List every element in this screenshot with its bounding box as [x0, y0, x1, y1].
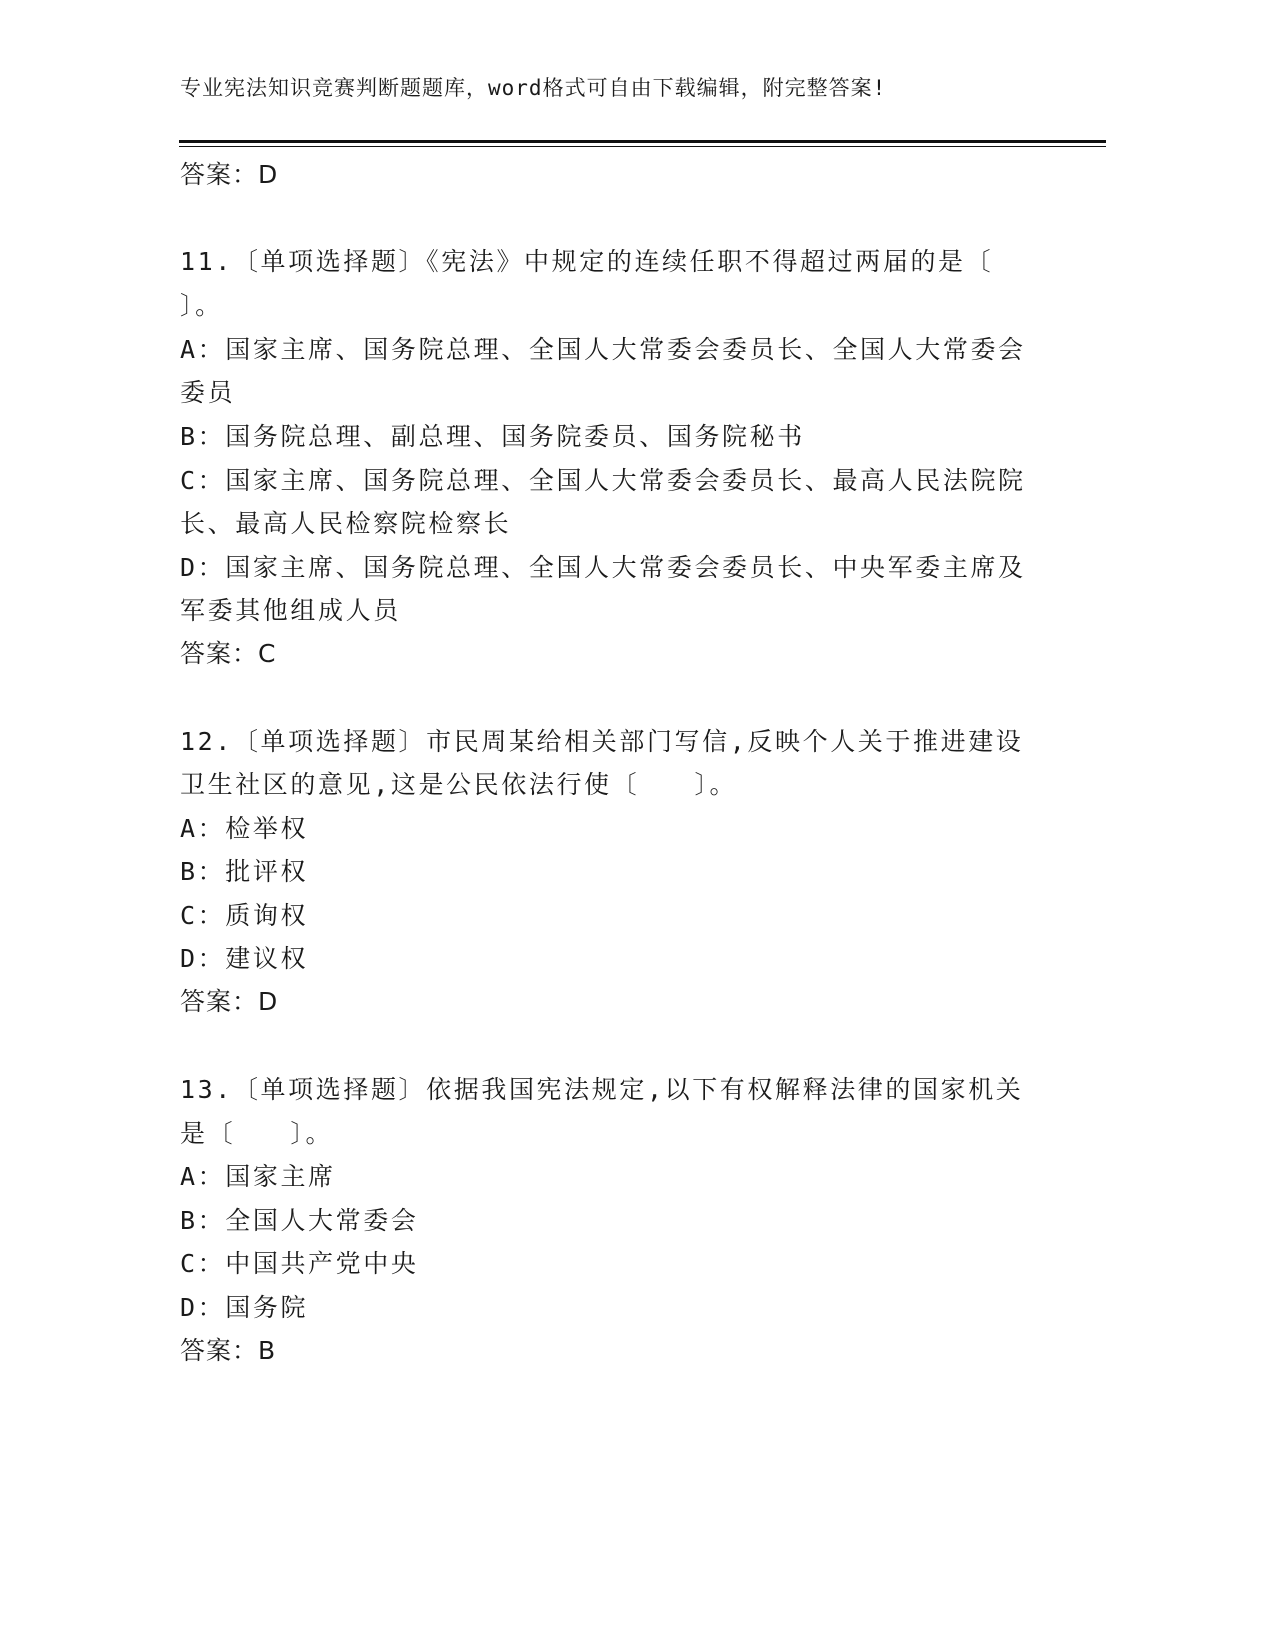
q13-option-b: B：全国人大常委会 [180, 1206, 419, 1235]
header-rule-thin [179, 146, 1106, 147]
q13-answer: 答案：B [180, 1336, 277, 1365]
q11-option-a: A：国家主席、国务院总理、全国人大常委会委员长、全国人大常委会 [180, 335, 1026, 364]
q11-option-a-cont: 委员 [180, 378, 236, 407]
q11-option-b: B：国务院总理、副总理、国务院委员、国务院秘书 [180, 422, 805, 451]
q12-option-c: C：质询权 [180, 901, 309, 930]
q13-stem-cont: 是〔 〕。 [180, 1119, 334, 1148]
page-header: 专业宪法知识竞赛判断题题库，word格式可自由下载编辑，附完整答案! [180, 76, 887, 100]
q12-answer: 答案：D [180, 987, 279, 1016]
q11-option-c: C：国家主席、国务院总理、全国人大常委会委员长、最高人民法院院 [180, 466, 1026, 495]
q11-stem: 11.〔单项选择题〕《宪法》中规定的连续任职不得超过两届的是〔 [180, 247, 994, 276]
header-rule [179, 140, 1106, 143]
q12-stem: 12.〔单项选择题〕市民周某给相关部门写信,反映个人关于推进建设 [180, 727, 1024, 756]
q11-option-d: D：国家主席、国务院总理、全国人大常委会委员长、中央军委主席及 [180, 553, 1026, 582]
q12-stem-cont: 卫生社区的意见,这是公民依法行使〔 〕。 [180, 770, 738, 799]
q11-stem-cont: 〕。 [180, 291, 223, 320]
q13-option-a: A：国家主席 [180, 1162, 336, 1191]
q12-option-b: B：批评权 [180, 857, 309, 886]
previous-answer: 答案：D [180, 160, 279, 189]
q13-option-c: C：中国共产党中央 [180, 1249, 419, 1278]
q13-stem: 13.〔单项选择题〕依据我国宪法规定,以下有权解释法律的国家机关 [180, 1075, 1024, 1104]
q12-option-a: A：检举权 [180, 814, 309, 843]
q13-option-d: D：国务院 [180, 1293, 309, 1322]
q12-option-d: D：建议权 [180, 944, 309, 973]
q11-answer: 答案：C [180, 639, 277, 668]
q11-option-c-cont: 长、最高人民检察院检察长 [180, 509, 512, 538]
q11-option-d-cont: 军委其他组成人员 [180, 596, 401, 625]
